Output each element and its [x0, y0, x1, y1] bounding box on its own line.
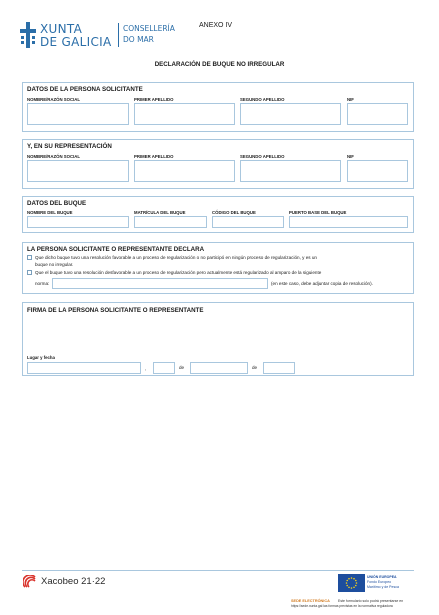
comma-separator: , [145, 366, 147, 371]
vessel-code-label: CÓDIGO DEL BUQUE [212, 210, 256, 215]
xacobeo-shell-icon [23, 575, 37, 589]
representative-name-label: NOMBRE/RAZÓN SOCIAL [27, 154, 80, 159]
norma-note: (en este caso, debe adjuntar copia de resolución). [271, 281, 373, 286]
brand-name-line1: XUNTA [40, 22, 83, 36]
brand-divider [118, 23, 119, 47]
document-title: DECLARACIÓN DE BUQUE NO IRREGULAR [154, 61, 285, 68]
declaration-section-title: LA PERSONA SOLICITANTE O REPRESENTANTE DECLARA [27, 246, 205, 253]
month-field[interactable] [190, 362, 248, 374]
norma-label: norma: [35, 281, 50, 286]
eu-stars-icon [338, 574, 365, 592]
eu-flag [338, 574, 365, 592]
representative-section-title: Y, EN SU REPRESENTACIÓN [27, 143, 112, 150]
applicant-surname1-field[interactable] [134, 103, 235, 125]
representative-nif-field[interactable] [347, 160, 408, 182]
representative-nif-label: NIF [347, 154, 354, 159]
xacobeo-logo [23, 575, 37, 589]
de-label-1: de [179, 365, 185, 370]
representative-surname1-field[interactable] [134, 160, 235, 182]
department-line2: DO MAR [123, 35, 154, 44]
applicant-surname2-field[interactable] [240, 103, 341, 125]
declaration-option2-text: Que el buque tuvo una resolución desfavorable a un proceso de regularización pero actualmente está regularizado al amparo de la siguiente [35, 270, 322, 275]
xacobeo-text: Xacobeo 21·22 [41, 576, 106, 587]
xunta-logo [20, 22, 36, 48]
applicant-surname1-label: PRIMER APELLIDO [134, 97, 174, 102]
footer-divider [22, 570, 414, 571]
place-field[interactable] [27, 362, 141, 374]
sede-electronica-label: SEDE ELECTRÓNICA [291, 599, 330, 603]
year-field[interactable] [263, 362, 295, 374]
xunta-cross-icon [20, 22, 36, 48]
applicant-surname2-label: SEGUNDO APELLIDO [240, 97, 285, 102]
footer-note-line2: https://sede.xunta.gal las formas previstas en la normativa reguladora [291, 604, 393, 608]
department-line1: CONSELLERÍA [123, 24, 175, 33]
vessel-port-field[interactable] [289, 216, 408, 228]
day-field[interactable] [153, 362, 175, 374]
representative-surname2-label: SEGUNDO APELLIDO [240, 154, 285, 159]
vessel-section-title: DATOS DEL BUQUE [27, 200, 87, 207]
eu-text-line2: Fondo Europeo [367, 580, 392, 584]
representative-surname1-label: PRIMER APELLIDO [134, 154, 174, 159]
applicant-nif-label: NIF [347, 97, 354, 102]
eu-text-line1: UNIÓN EUROPEA [367, 575, 397, 579]
declaration-option1-checkbox[interactable] [27, 255, 32, 260]
brand-name-line2: DE GALICIA [40, 35, 112, 49]
applicant-name-label: NOMBRE/RAZÓN SOCIAL [27, 97, 80, 102]
de-label-2: de [252, 365, 258, 370]
representative-surname2-field[interactable] [240, 160, 341, 182]
vessel-name-label: NOMBRE DEL BUQUE [27, 210, 73, 215]
annex-label: ANEXO IV [199, 22, 233, 29]
applicant-name-field[interactable] [27, 103, 129, 125]
representative-name-field[interactable] [27, 160, 129, 182]
vessel-registration-field[interactable] [134, 216, 207, 228]
declaration-option1-text-cont: buque no irregular. [35, 262, 74, 267]
declaration-option1-text: Que dicho buque tuvo una resolución favorable a un proceso de regularización o no participó en ningún proceso de regularización, y es un [35, 255, 317, 260]
applicant-nif-field[interactable] [347, 103, 408, 125]
applicant-section-title: DATOS DE LA PERSONA SOLICITANTE [27, 86, 143, 93]
signature-section-title: FIRMA DE LA PERSONA SOLICITANTE O REPRESENTANTE [27, 307, 204, 314]
eu-text-line3: Marítimo y de Pesca [367, 585, 399, 589]
norma-field[interactable] [52, 278, 268, 289]
place-date-label: Lugar y fecha [27, 355, 55, 360]
vessel-name-field[interactable] [27, 216, 129, 228]
vessel-registration-label: MATRÍCULA DEL BUQUE [134, 210, 186, 215]
footer-note-line1: Este formulario solo podrá presentarse en [338, 599, 404, 603]
declaration-option2-checkbox[interactable] [27, 270, 32, 275]
vessel-port-label: PUERTO BASE DEL BUQUE [289, 210, 347, 215]
vessel-code-field[interactable] [212, 216, 284, 228]
